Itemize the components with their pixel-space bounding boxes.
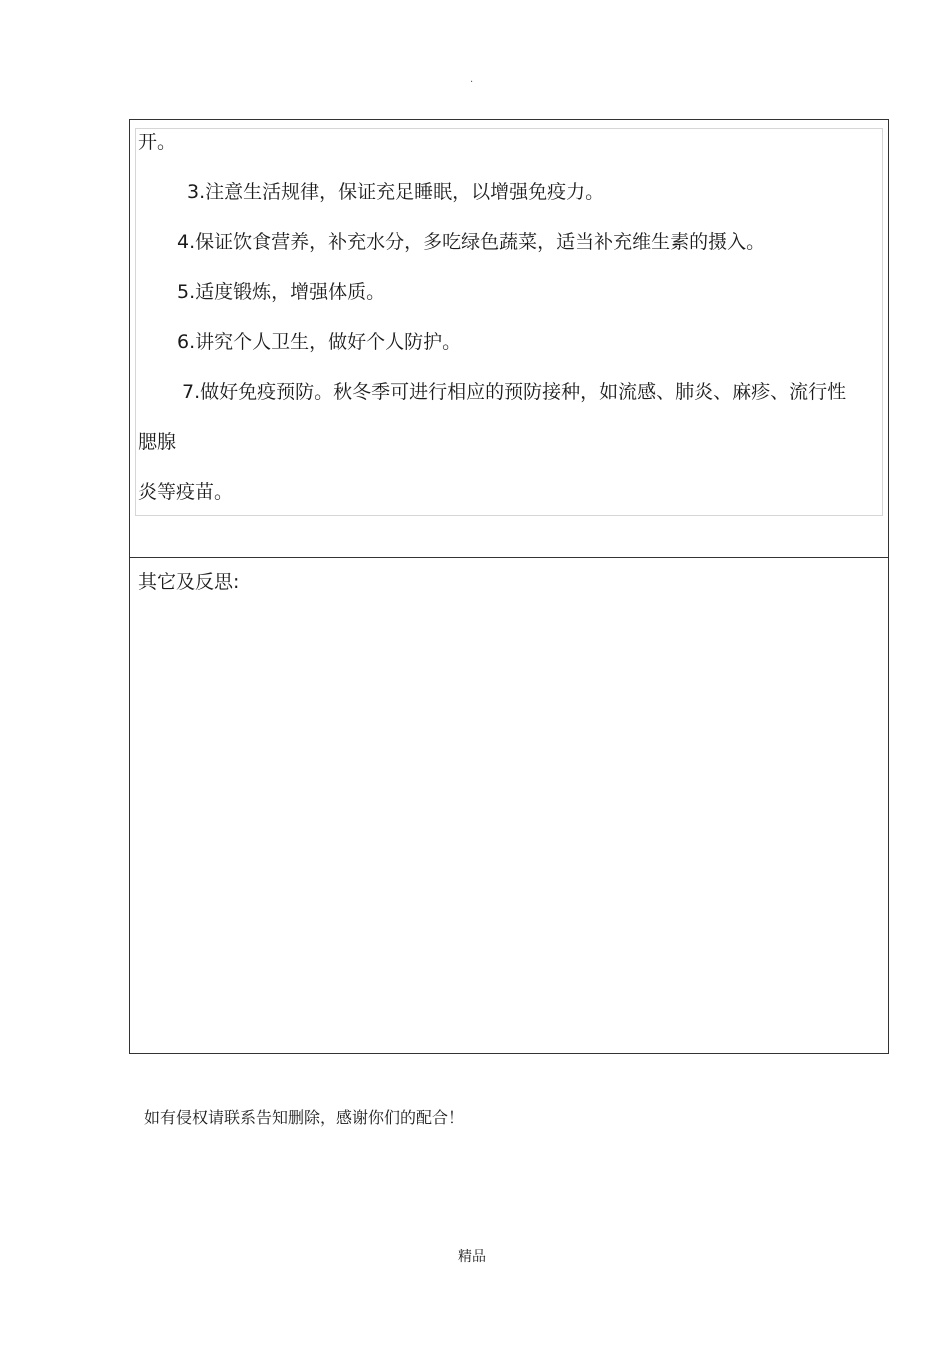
advice-row — [130, 120, 888, 558]
page-footer: 精品 — [458, 1249, 486, 1265]
page-header-dot: . — [470, 74, 474, 85]
advice-item-4: 4.保证饮食营养，补充水分，多吃绿色蔬菜，适当补充维生素的摄入。 — [177, 231, 766, 253]
advice-line-continuation: 开。 — [138, 131, 177, 153]
advice-item-7-cont-2: 炎等疫苗。 — [138, 481, 234, 503]
advice-item-6: 6.讲究个人卫生，做好个人防护。 — [177, 331, 462, 353]
copyright-notice: 如有侵权请联系告知删除，感谢你们的配合！ — [144, 1108, 465, 1127]
advice-item-3: 3.注意生活规律，保证充足睡眠，以增强免疫力。 — [187, 181, 605, 203]
advice-item-7: 7.做好免疫预防。秋冬季可进行相应的预防接种，如流感、肺炎、麻疹、流行性 — [182, 381, 847, 403]
advice-item-5: 5.适度锻炼，增强体质。 — [177, 281, 386, 303]
advice-item-7-cont-1: 腮腺 — [138, 431, 177, 453]
reflection-row — [130, 558, 888, 1053]
reflection-label: 其它及反思: — [138, 571, 240, 593]
content-table — [129, 119, 889, 1054]
